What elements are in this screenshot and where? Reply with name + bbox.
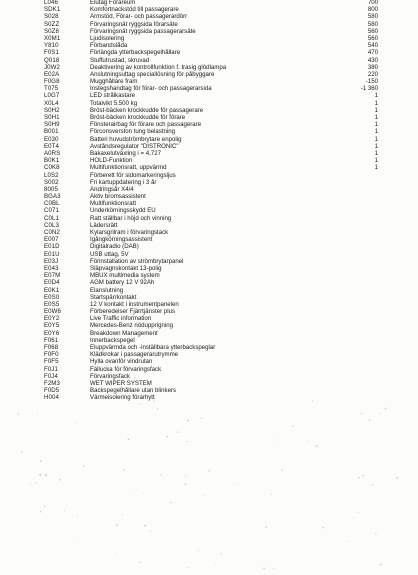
option-code: T075 bbox=[44, 85, 59, 93]
option-code: F0J4 bbox=[44, 372, 58, 380]
option-row bbox=[0, 394, 418, 401]
scan-speck bbox=[77, 541, 78, 542]
option-code: E0Y6 bbox=[44, 329, 60, 337]
option-description: Förberett för sidomarkeringsljus bbox=[90, 171, 176, 179]
scan-speck bbox=[45, 474, 47, 476]
scan-speck bbox=[157, 408, 158, 409]
option-row bbox=[0, 42, 418, 49]
scan-speck bbox=[307, 440, 308, 441]
option-row bbox=[0, 71, 418, 78]
scan-speck bbox=[358, 477, 359, 478]
scan-speck bbox=[136, 489, 137, 490]
option-row bbox=[0, 236, 418, 243]
scan-speck bbox=[142, 493, 143, 494]
option-row bbox=[0, 200, 418, 207]
option-row bbox=[0, 215, 418, 222]
scan-speck bbox=[385, 408, 387, 410]
scan-speck bbox=[221, 553, 222, 554]
scan-speck bbox=[380, 413, 381, 414]
option-code: A0RS bbox=[44, 149, 61, 157]
option-row bbox=[0, 143, 418, 150]
scan-speck bbox=[37, 414, 38, 415]
option-code: S028 bbox=[44, 13, 59, 21]
option-price: 1 bbox=[374, 157, 378, 165]
option-row bbox=[0, 279, 418, 286]
option-row bbox=[0, 301, 418, 308]
option-code: F0J1 bbox=[44, 365, 58, 373]
option-row bbox=[0, 85, 418, 92]
scan-speck bbox=[316, 445, 318, 447]
option-description: Mugghållare fram bbox=[90, 78, 138, 86]
option-row bbox=[0, 121, 418, 128]
option-description: Multifunktionsratt bbox=[90, 200, 137, 208]
scan-speck bbox=[282, 469, 283, 470]
scan-speck bbox=[201, 418, 202, 419]
option-description: Anslutningsuttag speciallösning för påbyggare bbox=[90, 70, 215, 78]
scan-speck bbox=[375, 533, 376, 534]
option-description: Ljudisolering bbox=[90, 34, 125, 42]
scan-speck bbox=[30, 483, 31, 484]
option-row bbox=[0, 265, 418, 272]
option-description: Digitalradio (DAB) bbox=[90, 243, 139, 251]
scan-speck bbox=[21, 451, 22, 452]
option-row bbox=[0, 337, 418, 344]
scan-speck bbox=[46, 476, 47, 477]
option-description: Instegshandtag för förar- och passagerarsida bbox=[90, 85, 212, 93]
option-price: 430 bbox=[367, 56, 378, 64]
option-row bbox=[0, 172, 418, 179]
scan-speck bbox=[77, 515, 78, 516]
option-description: USB uttag, 5V bbox=[90, 250, 129, 258]
option-row bbox=[0, 100, 418, 107]
scan-speck bbox=[292, 426, 294, 428]
option-row bbox=[0, 92, 418, 99]
option-description: Komfortnackstöd till passagerare bbox=[90, 6, 179, 14]
option-code: C0L1 bbox=[44, 214, 59, 222]
scan-speck bbox=[396, 477, 398, 479]
option-price: 1 bbox=[374, 142, 378, 150]
option-row bbox=[0, 28, 418, 35]
option-row bbox=[0, 114, 418, 121]
option-code: E030 bbox=[44, 135, 59, 143]
scan-speck bbox=[115, 552, 116, 553]
option-code: E0S0 bbox=[44, 293, 60, 301]
option-code: C0L3 bbox=[44, 221, 59, 229]
option-description: Värmeisolering förarhytt bbox=[90, 394, 155, 402]
scan-speck bbox=[44, 506, 45, 507]
option-code: S0H9 bbox=[44, 121, 60, 129]
scan-speck bbox=[122, 514, 123, 515]
option-code: E03J bbox=[44, 257, 59, 265]
option-row bbox=[0, 157, 418, 164]
option-code: E0S5 bbox=[44, 300, 60, 308]
scan-speck bbox=[185, 476, 186, 477]
option-row bbox=[0, 193, 418, 200]
option-code: E007 bbox=[44, 236, 59, 244]
option-row bbox=[0, 57, 418, 64]
option-description: Förberedelser Fjärrtjänster plus bbox=[90, 308, 176, 316]
option-code: 8005 bbox=[44, 185, 58, 193]
option-code: J0W2 bbox=[44, 63, 60, 71]
option-row bbox=[0, 308, 418, 315]
scan-speck bbox=[265, 526, 266, 527]
option-row bbox=[0, 49, 418, 56]
scan-speck bbox=[185, 483, 187, 485]
option-code: F2M3 bbox=[44, 379, 60, 387]
scan-speck bbox=[139, 404, 140, 405]
option-code: C0BL bbox=[44, 200, 60, 208]
option-description: Underkörningsskydd EU bbox=[90, 207, 156, 215]
scan-speck bbox=[83, 465, 84, 466]
option-description: Live Traffic information bbox=[90, 315, 152, 323]
option-code: S0H1 bbox=[44, 114, 60, 121]
scan-speck bbox=[170, 502, 172, 504]
option-price: 1 bbox=[374, 149, 378, 157]
option-description: Avståndsregulator "DISTRONIC" bbox=[90, 142, 179, 150]
option-code: E0D4 bbox=[44, 279, 60, 287]
option-row bbox=[0, 366, 418, 373]
option-description: Elanslutning bbox=[90, 286, 124, 294]
scan-speck bbox=[123, 469, 125, 471]
scan-speck bbox=[18, 413, 19, 414]
scan-speck bbox=[204, 495, 205, 496]
option-description: Kylarsgrilram i förvaringstack bbox=[90, 229, 169, 236]
option-description: Innerbackspegel bbox=[90, 336, 135, 344]
option-code: X0L4 bbox=[44, 99, 59, 107]
option-code: F0D5 bbox=[44, 387, 60, 395]
scan-speck bbox=[40, 460, 42, 462]
option-code: S002 bbox=[44, 178, 59, 186]
option-description: Förinstallation av strömbrytarpanel bbox=[90, 257, 184, 265]
option-description: Armstöd, Förar- och passagerardörr bbox=[90, 13, 188, 21]
scan-speck bbox=[215, 563, 216, 564]
option-row bbox=[0, 380, 418, 387]
option-description: Förbandslåda bbox=[90, 42, 128, 50]
option-row bbox=[0, 222, 418, 229]
option-code: F0F0 bbox=[44, 351, 59, 359]
option-row bbox=[0, 358, 418, 365]
option-code: S0Z8 bbox=[44, 27, 59, 35]
option-description: Lädersrätt bbox=[90, 221, 118, 229]
option-description: HOLD-Funktion bbox=[90, 157, 133, 165]
scan-speck bbox=[187, 441, 188, 442]
scan-speck bbox=[187, 420, 189, 422]
option-row bbox=[0, 243, 418, 250]
option-description: Förvaringsfack bbox=[90, 372, 130, 380]
option-description: Backspegelhållare utan blinkers bbox=[90, 387, 177, 395]
option-row bbox=[0, 107, 418, 114]
option-description: Förlängda ytterbackspegelhållare bbox=[90, 49, 181, 57]
scan-speck bbox=[322, 527, 323, 528]
option-code: F0F5 bbox=[44, 358, 59, 366]
option-description: Igångkörningsassistent bbox=[90, 236, 153, 244]
option-code: F0S1 bbox=[44, 49, 59, 57]
option-code: Y810 bbox=[44, 42, 59, 50]
option-description: LED strålkastare bbox=[90, 92, 136, 100]
option-price: 560 bbox=[367, 27, 378, 35]
option-description: Klädkrokar i passagerarutrymme bbox=[90, 351, 179, 359]
option-description: Mercedes-Benz nödupprigning bbox=[90, 322, 173, 330]
option-code: E0Y2 bbox=[44, 315, 60, 323]
option-price: 380 bbox=[367, 63, 378, 71]
option-description: Förvaringsnät ryggsida förarsäte bbox=[90, 20, 178, 28]
option-price: 800 bbox=[367, 6, 378, 14]
scan-speck bbox=[128, 438, 130, 440]
scan-speck bbox=[59, 479, 61, 481]
option-description: Ratt ställbar i höjd och vinning bbox=[90, 214, 172, 222]
option-price: 1 bbox=[374, 128, 378, 136]
option-code: C0N2 bbox=[44, 229, 60, 236]
option-price: 1 bbox=[374, 135, 378, 143]
option-price: -1 360 bbox=[360, 85, 378, 93]
scan-speck bbox=[75, 423, 76, 424]
option-code: F068 bbox=[44, 344, 59, 351]
option-code: S0ZZ bbox=[44, 20, 60, 28]
option-description: 12 V kontakt i instrumentpanelen bbox=[90, 300, 179, 308]
option-row bbox=[0, 251, 418, 258]
option-code: L0S2 bbox=[44, 171, 59, 179]
scan-speck bbox=[160, 474, 161, 475]
option-code: F0G8 bbox=[44, 78, 60, 86]
option-code: E07M bbox=[44, 272, 61, 280]
option-code: E0T4 bbox=[44, 142, 59, 150]
option-code: E043 bbox=[44, 264, 59, 272]
scan-speck bbox=[362, 475, 364, 477]
option-row bbox=[0, 35, 418, 42]
option-row bbox=[0, 179, 418, 186]
scan-speck bbox=[234, 483, 235, 484]
option-price: -150 bbox=[365, 78, 378, 86]
option-row bbox=[0, 344, 418, 351]
option-price: 1 bbox=[374, 99, 378, 107]
option-price: 1 bbox=[374, 106, 378, 114]
scan-speck bbox=[40, 511, 41, 512]
option-price: 1 bbox=[374, 114, 378, 121]
option-row bbox=[0, 207, 418, 214]
scan-speck bbox=[144, 525, 146, 527]
option-price: 1 bbox=[374, 164, 378, 172]
option-row bbox=[0, 21, 418, 28]
option-description: Multifunktionsratt, uppvärmd bbox=[90, 164, 167, 172]
option-row bbox=[0, 136, 418, 143]
option-description: Deaktivering av kontrollfunktion f. trasig glödlampa bbox=[90, 63, 227, 71]
option-row bbox=[0, 373, 418, 380]
option-code: E0K1 bbox=[44, 286, 60, 294]
option-code: H004 bbox=[44, 394, 59, 402]
option-description: AGM battery 12 V 92Ah bbox=[90, 279, 155, 287]
option-price: 220 bbox=[367, 70, 378, 78]
scan-speck bbox=[139, 562, 140, 563]
option-code: X0M1 bbox=[44, 34, 61, 42]
option-row bbox=[0, 128, 418, 135]
option-description: Hylla ovanför vindrutan bbox=[90, 358, 153, 366]
option-description: Bakaxelutväxling i = 4,727 bbox=[90, 149, 161, 157]
scan-speck bbox=[265, 521, 266, 522]
option-code: B001 bbox=[44, 128, 59, 136]
option-price: 1 bbox=[374, 92, 378, 100]
scan-speck bbox=[380, 564, 382, 566]
option-price: 1 bbox=[374, 121, 378, 129]
option-description: Totalvikt 5.500 kg bbox=[90, 99, 138, 107]
option-description: Batteri huvudströmbrytare enpolig bbox=[90, 135, 182, 143]
scan-speck bbox=[270, 494, 271, 495]
option-code: C071 bbox=[44, 207, 59, 215]
option-row bbox=[0, 150, 418, 157]
option-description: Bröst-bäcken krockkudde för förare bbox=[90, 114, 186, 121]
option-code: E01D bbox=[44, 243, 60, 251]
option-description: Förconsverston tung belastning bbox=[90, 128, 176, 136]
scan-speck bbox=[64, 510, 65, 511]
option-description: Ändringsår X4/4 bbox=[90, 185, 134, 193]
option-row bbox=[0, 315, 418, 322]
option-row bbox=[0, 258, 418, 265]
option-row bbox=[0, 64, 418, 71]
option-description: Bröst-bäcken krockkudde för passagerare bbox=[90, 106, 204, 114]
option-description: WET WIPER SYSTEM bbox=[90, 379, 152, 387]
scan-speck bbox=[198, 550, 199, 551]
option-row bbox=[0, 387, 418, 394]
option-code: E02A bbox=[44, 70, 60, 78]
option-description: Fällucka för förvaringsfack bbox=[90, 365, 162, 373]
option-code: E0W6 bbox=[44, 308, 61, 316]
option-code: B0K1 bbox=[44, 157, 60, 165]
option-row bbox=[0, 186, 418, 193]
scan-speck bbox=[347, 541, 348, 542]
option-code: F061 bbox=[44, 336, 59, 344]
scan-speck bbox=[357, 512, 358, 513]
scan-speck bbox=[263, 567, 265, 569]
option-row bbox=[0, 351, 418, 358]
option-row bbox=[0, 164, 418, 171]
scan-speck bbox=[35, 482, 36, 483]
option-code: L046 bbox=[44, 0, 58, 6]
option-row bbox=[0, 322, 418, 329]
option-price: 470 bbox=[367, 49, 378, 57]
option-code: Q018 bbox=[44, 56, 60, 64]
option-description: Stuffutrustad, skruvad bbox=[90, 56, 150, 64]
option-row bbox=[0, 287, 418, 294]
option-description: Förvaringsnät ryggsida passagerarsäte bbox=[90, 27, 196, 35]
option-code: E0Y5 bbox=[44, 322, 60, 330]
option-code: E01U bbox=[44, 250, 60, 258]
option-description: Fönsterairbag för förare och passagerare bbox=[90, 121, 202, 129]
option-price: 700 bbox=[367, 0, 378, 6]
option-description: Eluppvärmda och -inställbara ytterbackspeglar bbox=[90, 344, 216, 351]
option-description: Fri kartuppdatering i 3 år bbox=[90, 178, 157, 186]
option-description: Släpvagnskontakt 13-polig bbox=[90, 264, 162, 272]
scan-speck bbox=[369, 420, 370, 421]
scan-speck bbox=[208, 470, 210, 472]
scan-speck bbox=[150, 531, 151, 532]
option-description: Elutag Föraréum bbox=[90, 0, 136, 6]
scan-speck bbox=[278, 440, 279, 441]
option-code: SDK1 bbox=[44, 6, 61, 14]
option-code: S0H2 bbox=[44, 106, 60, 114]
option-description: MBUX multimedia system bbox=[90, 272, 160, 280]
scan-speck bbox=[188, 567, 189, 568]
scan-speck bbox=[167, 436, 168, 437]
scan-speck bbox=[372, 484, 373, 485]
option-price: 580 bbox=[367, 20, 378, 28]
scan-speck bbox=[177, 432, 178, 433]
option-description: Breakdown Management bbox=[90, 329, 158, 337]
option-code: L0G7 bbox=[44, 92, 60, 100]
option-code: C0K8 bbox=[44, 164, 60, 172]
option-row bbox=[0, 294, 418, 301]
option-row bbox=[0, 13, 418, 20]
option-row bbox=[0, 6, 418, 13]
scan-speck bbox=[116, 524, 118, 526]
option-price: 540 bbox=[367, 42, 378, 50]
scan-speck bbox=[361, 413, 362, 414]
option-row bbox=[0, 229, 418, 236]
option-row bbox=[0, 78, 418, 85]
option-description: Aktiv bromsassistent bbox=[90, 193, 146, 201]
option-row bbox=[0, 272, 418, 279]
scan-speck bbox=[39, 474, 41, 476]
option-code: BGA3 bbox=[44, 193, 61, 201]
option-price: 560 bbox=[367, 34, 378, 42]
option-description: Startspärrkontakt bbox=[90, 293, 137, 301]
scan-speck bbox=[273, 568, 274, 569]
option-row bbox=[0, 330, 418, 337]
option-price: 580 bbox=[367, 13, 378, 21]
